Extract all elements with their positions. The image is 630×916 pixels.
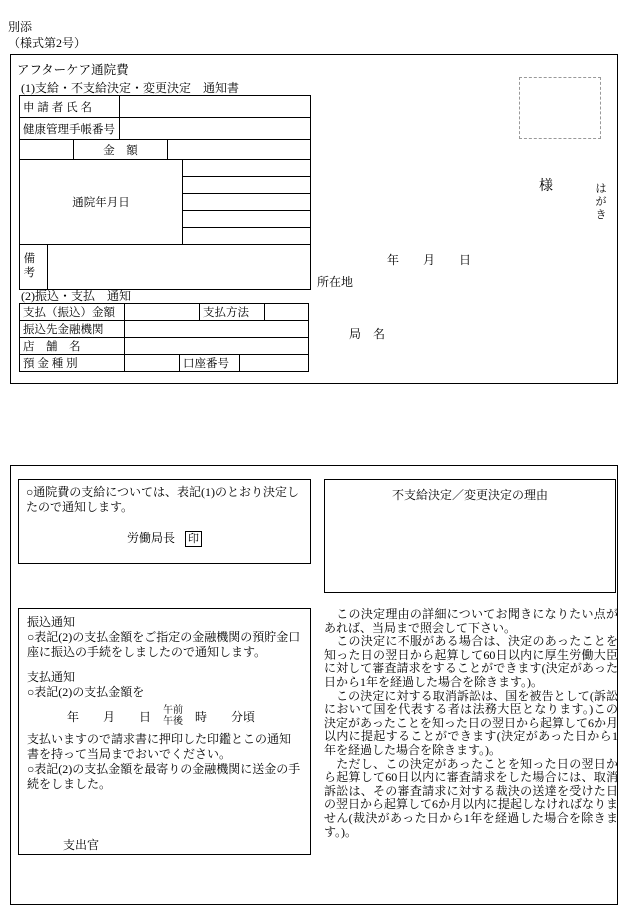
notification-card [10, 465, 618, 905]
am-label: 午前 [163, 705, 184, 716]
amount-label: 金 額 [74, 140, 168, 160]
pm-label: 午後 [163, 716, 184, 727]
payment-notice-line1: ○表記(2)の支払金額を [27, 685, 145, 699]
notebook-number-label: 健康管理手帳番号 [20, 118, 120, 140]
amount-indent-cell [20, 140, 74, 160]
visit-date-value-5 [183, 228, 311, 245]
amount-value [168, 140, 311, 160]
legal-paragraph-4: ただし、この決定があったことを知った日の翌日から起算して60日以内に審査請求をした場合には、取消訴訟は、その審査請求に対する裁決の送達を受けた日の翌日から起算して6か月以内に提起しなければなりません(裁決があった日から1年を経過した場合を除きます。)。 [324, 756, 619, 839]
notice-card [10, 54, 618, 384]
denial-reason-heading: 不支給決定／変更決定の理由 [391, 488, 548, 502]
legal-paragraph-2: この決定に不服がある場合は、決定のあったことを知った日の翌日から起算して60日以内に厚生労働大臣に対して審査請求をすることができます(決定があった日から1年を経過した場合を除きます。)。 [324, 634, 618, 689]
payment-amount-value [125, 304, 200, 321]
form-number-label: （様式第2号） [8, 36, 87, 50]
addressee-suffix: 様 [539, 179, 553, 194]
payment-datetime-row [67, 704, 302, 728]
decision-notice-body: ○通院費の支給については、表記(1)のとおり決定したので通知します。 [26, 485, 300, 514]
legal-paragraph-3: この決定に対する取消訴訟は、国を被告として(訴訟において国を代表する者は法務大臣となります。)この決定があったことを知った日の翌日から起算して6か月以内に提起することができます(決定があった日から1年を経過した場合を除きます。)。 [324, 688, 618, 757]
remarks-label [20, 245, 48, 290]
visit-date-value-1 [183, 160, 311, 177]
legal-paragraph-1: この決定理由の詳細についてお聞きになりたい点があれば、当局まで照会して下さい。 [324, 607, 618, 635]
remarks-value [48, 245, 311, 290]
decision-signer-row [19, 529, 310, 547]
transfer-notice-title: 振込通知 [27, 615, 76, 629]
branch-label: 店 舗 名 [20, 338, 125, 355]
spacer [27, 660, 302, 670]
card-title: アフターケア通院費 [17, 63, 129, 77]
decision-table [19, 95, 311, 290]
stamp-placeholder-box [519, 77, 601, 139]
visit-date-value-3 [183, 194, 311, 211]
notebook-number-value [120, 118, 311, 140]
payment-method-label: 支払方法 [200, 304, 265, 321]
address-label: 所在地 [317, 275, 354, 289]
bank-value [125, 321, 309, 338]
transfer-notice-body: ○表記(2)の支払金額をご指定の金融機関の預貯金口座に振込の手続をしましたので通知します。 [27, 630, 301, 659]
bank-label: 振込先金融機関 [20, 321, 125, 338]
visit-date-value-4 [183, 211, 311, 228]
decision-notice-box [18, 479, 311, 564]
payment-amount-label: 支払（振込）金額 [20, 304, 125, 321]
account-type-value [125, 355, 180, 372]
payment-time-placeholder: 時 分頃 [195, 709, 256, 724]
transfer-payment-box [18, 608, 311, 855]
payment-table [19, 303, 309, 372]
section1-heading: (1)支給・不支給決定・変更決定 通知書 [21, 81, 239, 95]
postcard-label-text: はがき [595, 183, 607, 222]
visit-date-label: 通院年月日 [20, 160, 183, 245]
bureau-name-label: 局 名 [349, 327, 386, 341]
attachment-label: 別添 [8, 20, 33, 34]
branch-value [125, 338, 309, 355]
payment-method-value [265, 304, 309, 321]
legal-explanation [324, 608, 618, 839]
date-placeholder: 年 月 日 [387, 253, 472, 267]
postcard-label [595, 183, 607, 223]
section2-heading: (2)振込・支払 通知 [21, 289, 131, 303]
payment-date-placeholder: 年 月 日 [67, 709, 152, 724]
visit-date-value-2 [183, 177, 311, 194]
payment-notice-body3: ○表記(2)の支払金額を最寄りの金融機関に送金の手続をしました。 [27, 762, 301, 791]
applicant-name-label: 申 請 者 氏 名 [20, 96, 120, 118]
applicant-name-value [120, 96, 311, 118]
disbursing-officer-label: 支出官 [63, 838, 100, 852]
payment-notice-body2: 支払いますので請求書に押印した印鑑とこの通知書を持って当局までおいでください。 [27, 732, 292, 761]
remarks-label-text: 備考 [23, 253, 36, 279]
payment-notice-title: 支払通知 [27, 670, 76, 684]
denial-reason-box [324, 479, 616, 593]
seal-mark: 印 [185, 531, 202, 547]
account-number-label: 口座番号 [180, 355, 240, 372]
account-type-label: 預 金 種 別 [20, 355, 125, 372]
labor-bureau-chief-label: 労働局長 [126, 531, 175, 545]
am-pm-selector [163, 705, 183, 727]
account-number-value [240, 355, 309, 372]
